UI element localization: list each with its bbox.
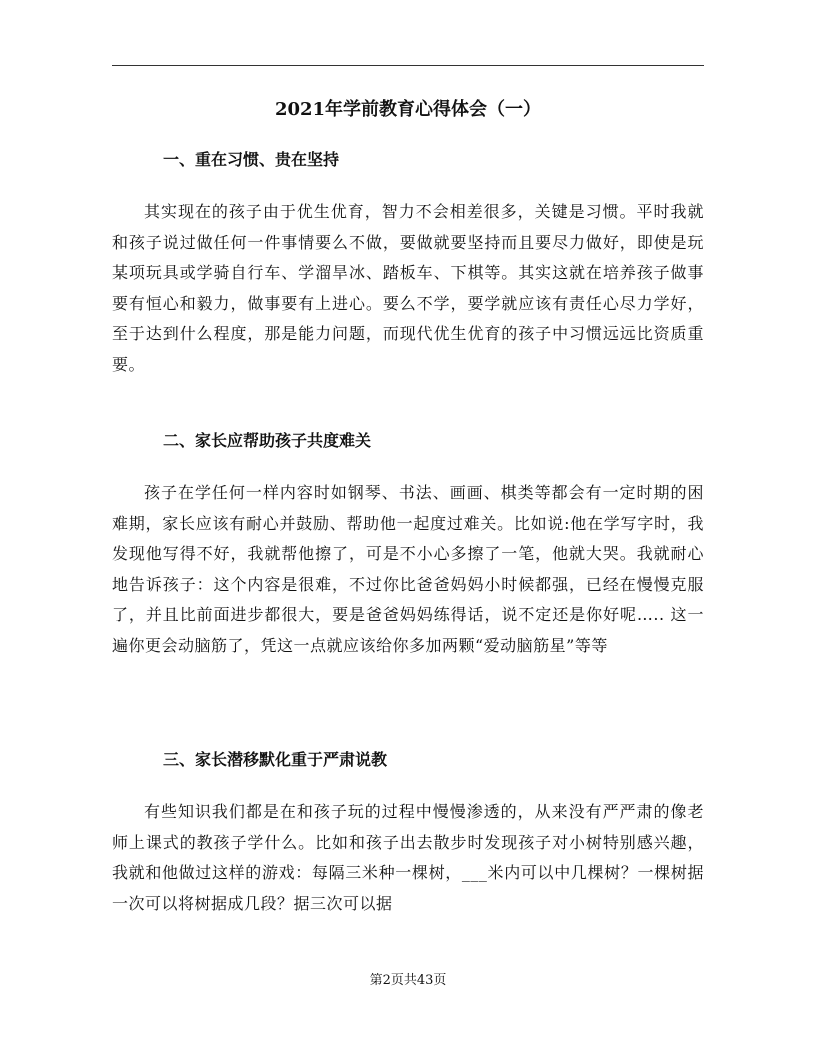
section-heading-1: 一、重在习惯、贵在坚持 [163, 150, 340, 169]
section-heading-3: 三、家长潜移默化重于严肃说教 [163, 750, 388, 769]
header-rule [112, 65, 704, 66]
page-number-footer: 第2页共43页 [369, 973, 447, 988]
section-paragraph-2: 孩子在学任何一样内容时如钢琴、书法、画画、棋类等都会有一定时期的困难期，家长应该有耐心并鼓励、帮助他一起度过难关。比如说:他在学写字时，我发现他写得不好，我就帮他擦了，可是不小心多擦了一笔，他就大哭。我就耐心地告诉孩子：这个内容是很难，不过你比爸爸妈妈小时候都强，已经在慢慢克服了，并且比前面进步都很大，要是爸爸妈妈练得话，说不定还是你好呢….. 这一遍你更会动脑筋了，凭这一点就应该给你多加两颗“爱动脑筋星”等等 [112, 483, 704, 655]
section-paragraph-3: 有些知识我们都是在和孩子玩的过程中慢慢渗透的，从来没有严严肃的像老师上课式的教孩子学什么。比如和孩子出去散步时发现孩子对小树特别感兴趣，我就和他做过这样的游戏：每隔三米种一棵树，___米内可以中几棵树？一棵树据一次可以将树据成几段？据三次可以据 [112, 802, 704, 913]
section-paragraph-1: 其实现在的孩子由于优生优育，智力不会相差很多，关键是习惯。平时我就和孩子说过做任何一件事情要么不做，要做就要坚持而且要尽力做好，即使是玩某项玩具或学骑自行车、学溜旱冰、踏板车、下棋等。其实这就在培养孩子做事要有恒心和毅力，做事要有上进心。要么不学，要学就应该有责任心尽力学好，至于达到什么程度，那是能力问题，而现代优生优育的孩子中习惯远远比资质重要。 [112, 202, 704, 374]
document-title: 2021年学前教育心得体会（一） [274, 99, 542, 120]
section-heading-2: 二、家长应帮助孩子共度难关 [163, 431, 372, 450]
